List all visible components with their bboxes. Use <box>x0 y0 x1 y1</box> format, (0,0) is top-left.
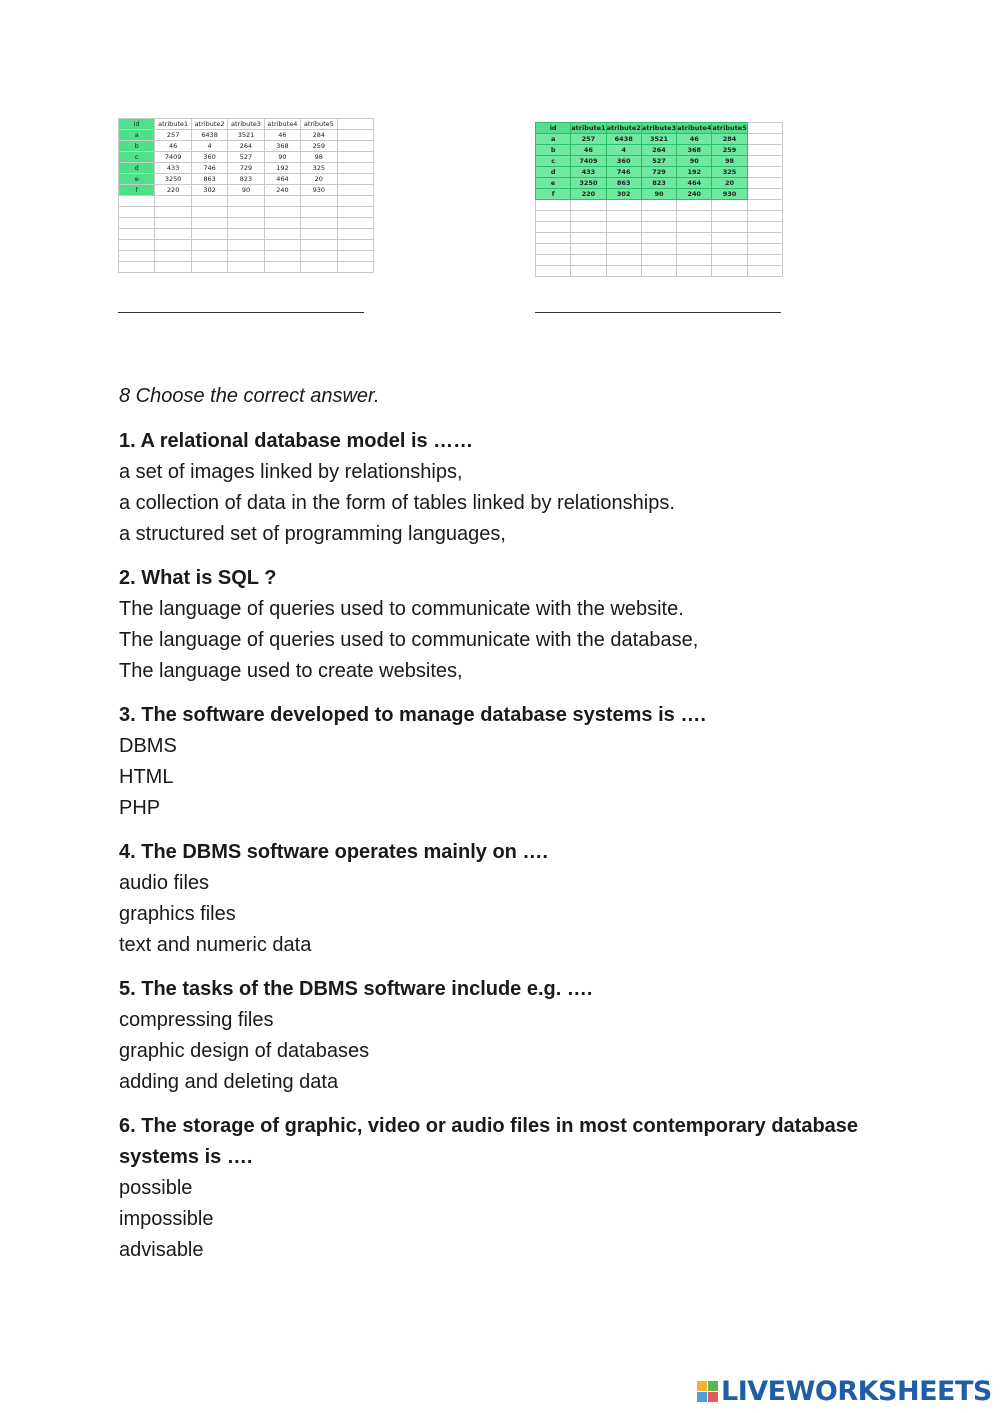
sheet-cell <box>119 262 155 273</box>
sheet-cell <box>712 266 747 277</box>
sheet-cell: 259 <box>301 141 337 152</box>
sheet-cell: 220 <box>155 185 191 196</box>
sheet-row <box>119 196 374 207</box>
sheet-cell: 823 <box>641 178 676 189</box>
sheet-row <box>119 152 374 163</box>
question-title: 2. What is SQL ? <box>119 567 277 589</box>
sheet-row <box>119 262 374 273</box>
sheet-cell <box>301 251 337 262</box>
question-list <box>119 426 939 1266</box>
sheet-cell <box>747 266 782 277</box>
sheet-cell <box>155 240 191 251</box>
sheet-cell: 284 <box>712 134 747 145</box>
sheet-cell: atribute4 <box>264 119 300 130</box>
sheet-cell <box>155 229 191 240</box>
sheet-cell: 192 <box>677 167 712 178</box>
sheet-cell <box>712 255 747 266</box>
sheet-cell <box>606 244 641 255</box>
sheet-row <box>536 255 783 266</box>
sheet-cell: id <box>536 123 571 134</box>
answer-option[interactable]: The language of queries used to communicate with the website. <box>119 598 684 620</box>
sheet-cell: 3521 <box>641 134 676 145</box>
sheet-cell <box>641 255 676 266</box>
logo-square-2 <box>708 1381 718 1391</box>
sheet-cell <box>155 218 191 229</box>
sheet-cell: d <box>536 167 571 178</box>
answer-option[interactable]: audio files <box>119 872 210 894</box>
sheet-cell <box>536 244 571 255</box>
sheet-cell <box>606 211 641 222</box>
sheet-cell <box>747 123 782 134</box>
sheet-cell: 20 <box>712 178 747 189</box>
sheet-cell <box>712 222 747 233</box>
sheet-cell: atribute1 <box>571 124 606 132</box>
sheet-cell <box>677 244 712 255</box>
sheet-cell <box>747 255 782 266</box>
answer-option[interactable]: HTML <box>119 766 174 788</box>
sheet-cell: 20 <box>301 174 337 185</box>
sheet-cell <box>264 207 300 218</box>
sheet-header-row <box>536 123 783 134</box>
sheet-cell <box>712 233 747 244</box>
sheet-cell: atribute2 <box>191 119 227 130</box>
sheet-cell <box>264 218 300 229</box>
sheet-cell <box>228 262 264 273</box>
sheet-cell <box>191 262 227 273</box>
sheet-cell <box>677 233 712 244</box>
sheet-row <box>536 266 783 277</box>
sheet-cell: c <box>536 156 571 167</box>
sheet-cell: 464 <box>677 178 712 189</box>
sheet-row <box>119 207 374 218</box>
question-6 <box>119 1111 939 1266</box>
sheet-cell: e <box>536 178 571 189</box>
logo-square-3 <box>697 1392 707 1402</box>
sheet-cell <box>571 222 606 233</box>
sheet-cell <box>571 233 606 244</box>
sheet-cell: 264 <box>641 145 676 156</box>
answer-option[interactable]: adding and deleting data <box>119 1071 339 1093</box>
sheet-row <box>119 174 374 185</box>
sheet-cell <box>337 218 373 229</box>
sheet-cell <box>747 233 782 244</box>
sheet-cell <box>301 229 337 240</box>
sheet-cell <box>641 233 676 244</box>
sheet-cell: 4 <box>606 145 641 156</box>
sheet-cell <box>301 240 337 251</box>
sheet-cell <box>155 251 191 262</box>
sheet-cell <box>641 266 676 277</box>
question-1 <box>119 426 939 550</box>
sheet-cell <box>155 196 191 207</box>
sheet-cell: 46 <box>571 145 606 156</box>
sheet-cell: 90 <box>677 156 712 167</box>
sheet-cell: 7409 <box>155 152 191 163</box>
sheet-cell: 6438 <box>606 134 641 145</box>
sheet-cell <box>264 251 300 262</box>
liveworksheets-logo <box>697 1376 992 1407</box>
sheet-cell: c <box>119 152 155 163</box>
sheet-cell <box>119 229 155 240</box>
sheet-cell <box>606 222 641 233</box>
sheet-cell <box>337 185 373 196</box>
sheet-cell <box>747 200 782 211</box>
question-title: 1. A relational database model is …… <box>119 430 474 452</box>
answer-option[interactable]: PHP <box>119 797 161 819</box>
answer-option[interactable]: a collection of data in the form of tables linked by relationships. <box>119 492 675 514</box>
sheet-cell: b <box>536 145 571 156</box>
sheet-cell <box>641 200 676 211</box>
sheet-cell: 729 <box>641 167 676 178</box>
sheet-cell: d <box>119 163 155 174</box>
sheet-cell: 302 <box>191 185 227 196</box>
spreadsheet-left <box>118 118 374 273</box>
sheet-cell: 3250 <box>571 178 606 189</box>
sheet-row <box>536 222 783 233</box>
sheet-cell <box>641 222 676 233</box>
sheet-cell <box>337 262 373 273</box>
sheet-cell: f <box>119 185 155 196</box>
answer-option[interactable]: advisable <box>119 1239 204 1261</box>
sheet-cell <box>337 207 373 218</box>
sheet-cell <box>536 233 571 244</box>
sheet-cell <box>606 233 641 244</box>
sheet-cell: 527 <box>228 152 264 163</box>
sheet-cell: 433 <box>571 167 606 178</box>
sheet-cell: 3521 <box>228 130 264 141</box>
sheet-cell: 863 <box>606 178 641 189</box>
sheet-cell <box>337 119 373 130</box>
sheet-cell <box>747 211 782 222</box>
sheet-cell <box>747 222 782 233</box>
sheet-row <box>536 167 783 178</box>
question-title: 4. The DBMS software operates mainly on …. <box>119 841 548 863</box>
sheet-cell: 302 <box>606 189 641 200</box>
sheet-cell: atribute4 <box>677 124 712 132</box>
sheet-cell: atribute3 <box>641 124 677 132</box>
sheet-cell: 823 <box>228 174 264 185</box>
sheet-cell <box>536 266 571 277</box>
sheet-cell <box>337 240 373 251</box>
sheet-cell <box>677 255 712 266</box>
sheet-cell <box>228 229 264 240</box>
sheet-cell: 3250 <box>155 174 191 185</box>
sheet-cell: atribute3 <box>228 119 264 130</box>
sheet-cell <box>747 178 782 189</box>
sheet-row <box>119 185 374 196</box>
sheet-cell <box>155 207 191 218</box>
sheet-cell <box>606 266 641 277</box>
instruction-text: 8 Choose the correct answer. <box>119 385 380 407</box>
sheet-row <box>536 145 783 156</box>
sheet-cell: id <box>119 119 155 130</box>
sheet-cell <box>264 262 300 273</box>
sheet-cell: f <box>536 189 571 200</box>
question-3 <box>119 700 939 824</box>
sheet-cell <box>337 174 373 185</box>
sheet-cell <box>228 196 264 207</box>
sheet-cell: 264 <box>228 141 264 152</box>
sheet-cell: a <box>119 130 155 141</box>
sheet-row <box>536 134 783 145</box>
sheet-cell: 192 <box>264 163 300 174</box>
sheet-cell <box>191 229 227 240</box>
sheet-cell <box>747 167 782 178</box>
sheet-cell <box>747 244 782 255</box>
question-title: 6. The storage of graphic, video or audio files in most contemporary database systems is …. <box>119 1115 859 1168</box>
sheet-cell: 433 <box>155 163 191 174</box>
sheet-cell: e <box>119 174 155 185</box>
sheet-cell <box>119 218 155 229</box>
sheet-cell: 240 <box>677 189 712 200</box>
sheet-cell: 46 <box>677 134 712 145</box>
sheet-cell <box>571 266 606 277</box>
sheet-row <box>536 189 783 200</box>
sheet-row <box>119 130 374 141</box>
sheet-row <box>536 233 783 244</box>
sheet-cell: 7409 <box>571 156 606 167</box>
sheet-cell <box>119 251 155 262</box>
sheet-cell <box>191 240 227 251</box>
sheet-row <box>536 178 783 189</box>
sheet-row <box>536 244 783 255</box>
sheet-cell <box>571 211 606 222</box>
sheet-cell: atribute1 <box>155 119 191 130</box>
sheet-cell <box>191 207 227 218</box>
sheet-cell <box>301 218 337 229</box>
sheet-cell <box>119 207 155 218</box>
sheet-cell: atribute2 <box>606 124 641 132</box>
sheet-cell: b <box>119 141 155 152</box>
sheet-cell <box>712 200 747 211</box>
sheet-cell <box>747 134 782 145</box>
sheet-cell <box>337 229 373 240</box>
sheet-cell <box>191 196 227 207</box>
answer-option[interactable]: possible <box>119 1177 193 1199</box>
sheet-cell: 360 <box>606 156 641 167</box>
answer-option[interactable]: graphic design of databases <box>119 1040 370 1062</box>
sheet-cell <box>301 196 337 207</box>
question-4 <box>119 837 939 961</box>
sheet-cell: 284 <box>301 130 337 141</box>
sheet-cell: 46 <box>264 130 300 141</box>
sheet-cell <box>641 244 676 255</box>
sheet-cell: 746 <box>606 167 641 178</box>
question-title: 3. The software developed to manage database systems is …. <box>119 704 706 726</box>
sheet-cell: 257 <box>571 134 606 145</box>
sheet-cell: 90 <box>228 185 264 196</box>
sheet-cell <box>119 240 155 251</box>
answer-option[interactable]: The language used to create websites, <box>119 660 463 682</box>
sheet-cell <box>228 207 264 218</box>
sheet-cell: 220 <box>571 189 606 200</box>
sheet-cell <box>606 255 641 266</box>
sheet-cell <box>228 251 264 262</box>
sheet-row <box>536 200 783 211</box>
logo-square-4 <box>708 1392 718 1402</box>
sheet-cell <box>191 251 227 262</box>
sheet-cell: 4 <box>191 141 227 152</box>
answer-option[interactable]: a set of images linked by relationships, <box>119 461 463 483</box>
sheet-cell: 90 <box>641 189 676 200</box>
sheet-cell: 729 <box>228 163 264 174</box>
sheet-cell <box>228 218 264 229</box>
logo-text: LIVEWORKSHEETS <box>721 1376 992 1407</box>
sheet-cell: atribute5 <box>301 119 337 130</box>
answer-option[interactable]: graphics files <box>119 903 236 925</box>
sheet-cell <box>571 200 606 211</box>
sheet-cell <box>571 255 606 266</box>
sheet-cell: 863 <box>191 174 227 185</box>
sheet-cell <box>264 196 300 207</box>
sheet-cell: 257 <box>155 130 191 141</box>
question-title: 5. The tasks of the DBMS software include e.g. …. <box>119 978 593 1000</box>
answer-blank-left[interactable] <box>118 312 364 313</box>
sheet-cell: 930 <box>301 185 337 196</box>
sheet-cell: a <box>536 134 571 145</box>
sheet-header-row <box>119 119 374 130</box>
sheet-cell <box>747 145 782 156</box>
sheet-cell: 464 <box>264 174 300 185</box>
sheet-cell: 325 <box>712 167 747 178</box>
sheet-row <box>536 156 783 167</box>
sheet-cell: 259 <box>712 145 747 156</box>
sheet-cell <box>264 229 300 240</box>
sheet-cell: 325 <box>301 163 337 174</box>
sheet-cell: 746 <box>191 163 227 174</box>
sheet-cell <box>119 196 155 207</box>
sheet-row <box>119 251 374 262</box>
sheet-cell <box>677 222 712 233</box>
sheet-cell: 527 <box>641 156 676 167</box>
sheet-cell <box>264 240 300 251</box>
sheet-cell <box>536 222 571 233</box>
sheet-cell <box>641 211 676 222</box>
sheet-row <box>119 163 374 174</box>
sheet-cell <box>677 211 712 222</box>
sheet-cell <box>301 207 337 218</box>
sheet-cell: 368 <box>264 141 300 152</box>
sheet-cell <box>606 200 641 211</box>
answer-option[interactable]: impossible <box>119 1208 214 1230</box>
sheet-row <box>119 240 374 251</box>
question-5 <box>119 974 939 1098</box>
sheet-cell <box>747 189 782 200</box>
sheet-cell <box>571 244 606 255</box>
logo-mark-icon <box>697 1381 718 1402</box>
sheet-cell: 98 <box>301 152 337 163</box>
sheet-cell <box>337 152 373 163</box>
sheet-cell <box>712 211 747 222</box>
sheet-cell: 360 <box>191 152 227 163</box>
answer-option[interactable]: a structured set of programming languages, <box>119 523 506 545</box>
logo-square-1 <box>697 1381 707 1391</box>
sheet-cell <box>228 240 264 251</box>
sheet-cell: 368 <box>677 145 712 156</box>
sheet-cell: 930 <box>712 189 747 200</box>
sheet-cell <box>155 262 191 273</box>
sheet-cell <box>677 200 712 211</box>
sheet-row <box>119 218 374 229</box>
sheet-cell <box>337 130 373 141</box>
sheet-cell <box>191 218 227 229</box>
sheet-cell <box>536 211 571 222</box>
sheet-cell: 98 <box>712 156 747 167</box>
answer-blank-right[interactable] <box>535 312 781 313</box>
answer-option[interactable]: compressing files <box>119 1009 274 1031</box>
answer-option[interactable]: DBMS <box>119 735 177 757</box>
sheet-cell <box>677 266 712 277</box>
sheet-cell: 6438 <box>191 130 227 141</box>
sheet-cell <box>301 262 337 273</box>
answer-option[interactable]: text and numeric data <box>119 934 312 956</box>
sheet-cell: 46 <box>155 141 191 152</box>
sheet-cell <box>337 196 373 207</box>
question-2 <box>119 563 939 687</box>
sheet-cell <box>337 141 373 152</box>
sheet-cell <box>337 163 373 174</box>
sheet-cell: 90 <box>264 152 300 163</box>
sheet-row <box>119 141 374 152</box>
quiz-section <box>119 381 939 1279</box>
spreadsheet-right <box>535 122 783 277</box>
sheet-row <box>536 211 783 222</box>
answer-option[interactable]: The language of queries used to communicate with the database, <box>119 629 699 651</box>
sheet-cell: 240 <box>264 185 300 196</box>
sheet-cell <box>536 200 571 211</box>
sheet-cell <box>536 255 571 266</box>
sheet-cell: atribute5 <box>712 124 747 132</box>
sheet-row <box>119 229 374 240</box>
sheet-cell <box>337 251 373 262</box>
sheet-cell <box>747 156 782 167</box>
sheet-cell <box>712 244 747 255</box>
